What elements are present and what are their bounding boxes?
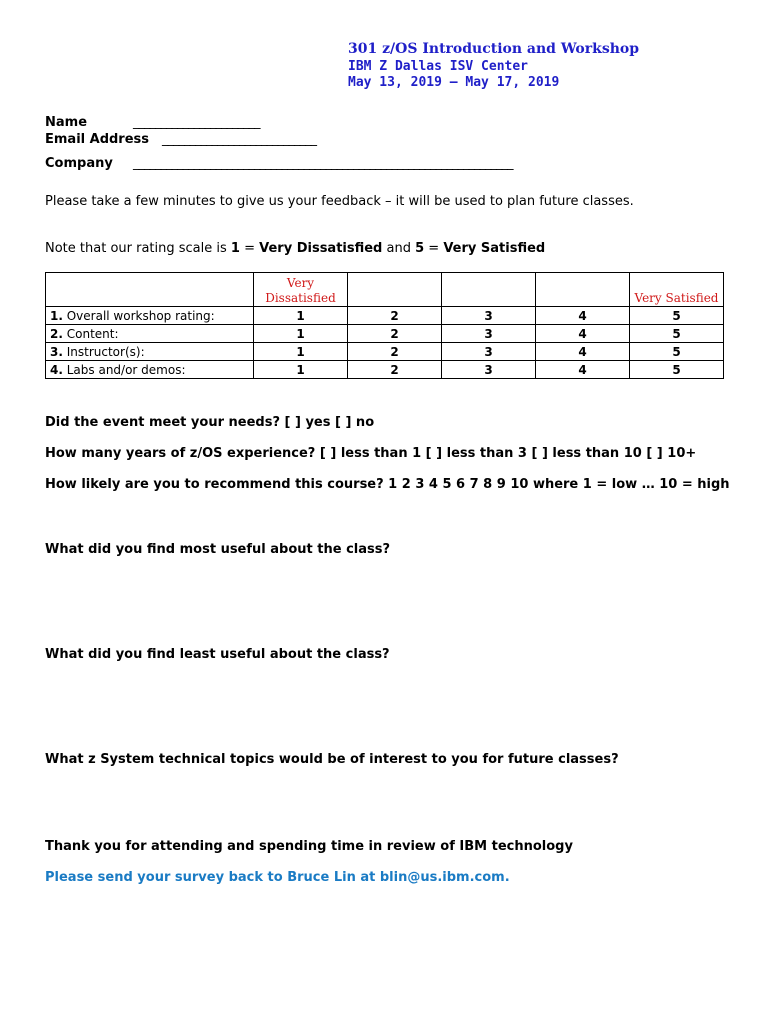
table-row [46,343,724,361]
question-most-useful: What did you find most useful about the class? [45,542,391,557]
question-needs: Did the event meet your needs? [ ] yes [ ] no [45,415,375,430]
row-number: 1. [50,308,63,323]
send-survey-text: Please send your survey back to Bruce Lin at blin@us.ibm.com. [45,870,510,885]
score-1[interactable]: 1 [254,361,348,379]
scale-high-label: Very Satisfied [443,241,546,256]
score-2[interactable]: 2 [348,307,442,325]
score-5[interactable]: 5 [630,361,724,379]
header-empty-cell [536,273,630,307]
score-3[interactable]: 3 [442,343,536,361]
score-5[interactable]: 5 [630,325,724,343]
score-1[interactable]: 1 [254,325,348,343]
name-line: _______________________ [133,115,260,130]
scale-low-label: Very Dissatisfied [259,241,383,256]
row-label [46,343,254,361]
score-1[interactable]: 1 [254,307,348,325]
question-years: How many years of z/OS experience? [ ] less than 1 [ ] less than 3 [ ] less than 10 [ ] 10+ [45,446,697,461]
question-recommend: How likely are you to recommend this course? 1 2 3 4 5 6 7 8 9 10 where 1 = low … 10 = high [45,477,730,492]
score-2[interactable]: 2 [348,361,442,379]
row-number: 4. [50,362,63,377]
row-label [46,361,254,379]
rating-header-row [46,273,724,307]
company-line: _____________________________________________________________________ [133,156,513,171]
header-empty-cell [348,273,442,307]
name-label: Name [45,115,88,130]
row-label-text: Overall workshop rating: [62,308,215,323]
intro-text: Please take a few minutes to give us your feedback – it will be used to plan future classes. [45,194,634,209]
company-label: Company [45,156,113,171]
score-5[interactable]: 5 [630,307,724,325]
row-label [46,307,254,325]
score-3[interactable]: 3 [442,361,536,379]
table-row [46,307,724,325]
score-5[interactable]: 5 [630,343,724,361]
score-4[interactable]: 4 [536,325,630,343]
score-3[interactable]: 3 [442,307,536,325]
header-very-satisfied: Very Satisfied [630,273,724,307]
email-line: ____________________________ [162,132,316,147]
score-2[interactable]: 2 [348,343,442,361]
scale-note-prefix: Note that our rating scale is [45,241,231,256]
row-label [46,325,254,343]
scale-note [45,241,545,256]
scale-one: 1 [230,241,240,256]
table-row [46,361,724,379]
scale-eq-1: = [239,241,260,256]
rating-table [45,272,724,379]
row-label-text: Content: [62,326,119,341]
course-title: 301 z/OS Introduction and Workshop [348,41,640,57]
row-number: 3. [50,344,63,359]
score-3[interactable]: 3 [442,325,536,343]
header-empty-cell [46,273,254,307]
score-4[interactable]: 4 [536,343,630,361]
score-4[interactable]: 4 [536,361,630,379]
course-location: IBM Z Dallas ISV Center [348,59,529,74]
scale-five: 5 [415,241,425,256]
score-1[interactable]: 1 [254,343,348,361]
scale-and: and [382,241,416,256]
question-topics: What z System technical topics would be of interest to you for future classes? [45,752,619,767]
header-very-dissatisfied: Very Dissatisfied [254,273,348,307]
row-label-text: Instructor(s): [62,344,145,359]
course-dates: May 13, 2019 – May 17, 2019 [348,75,560,90]
email-label: Email Address [45,132,150,147]
scale-eq-2: = [424,241,444,256]
thank-you-text: Thank you for attending and spending time in review of IBM technology [45,839,573,854]
score-4[interactable]: 4 [536,307,630,325]
row-label-text: Labs and/or demos: [62,362,186,377]
header-empty-cell [442,273,536,307]
score-2[interactable]: 2 [348,325,442,343]
row-number: 2. [50,326,63,341]
table-row [46,325,724,343]
question-least-useful: What did you find least useful about the class? [45,647,390,662]
